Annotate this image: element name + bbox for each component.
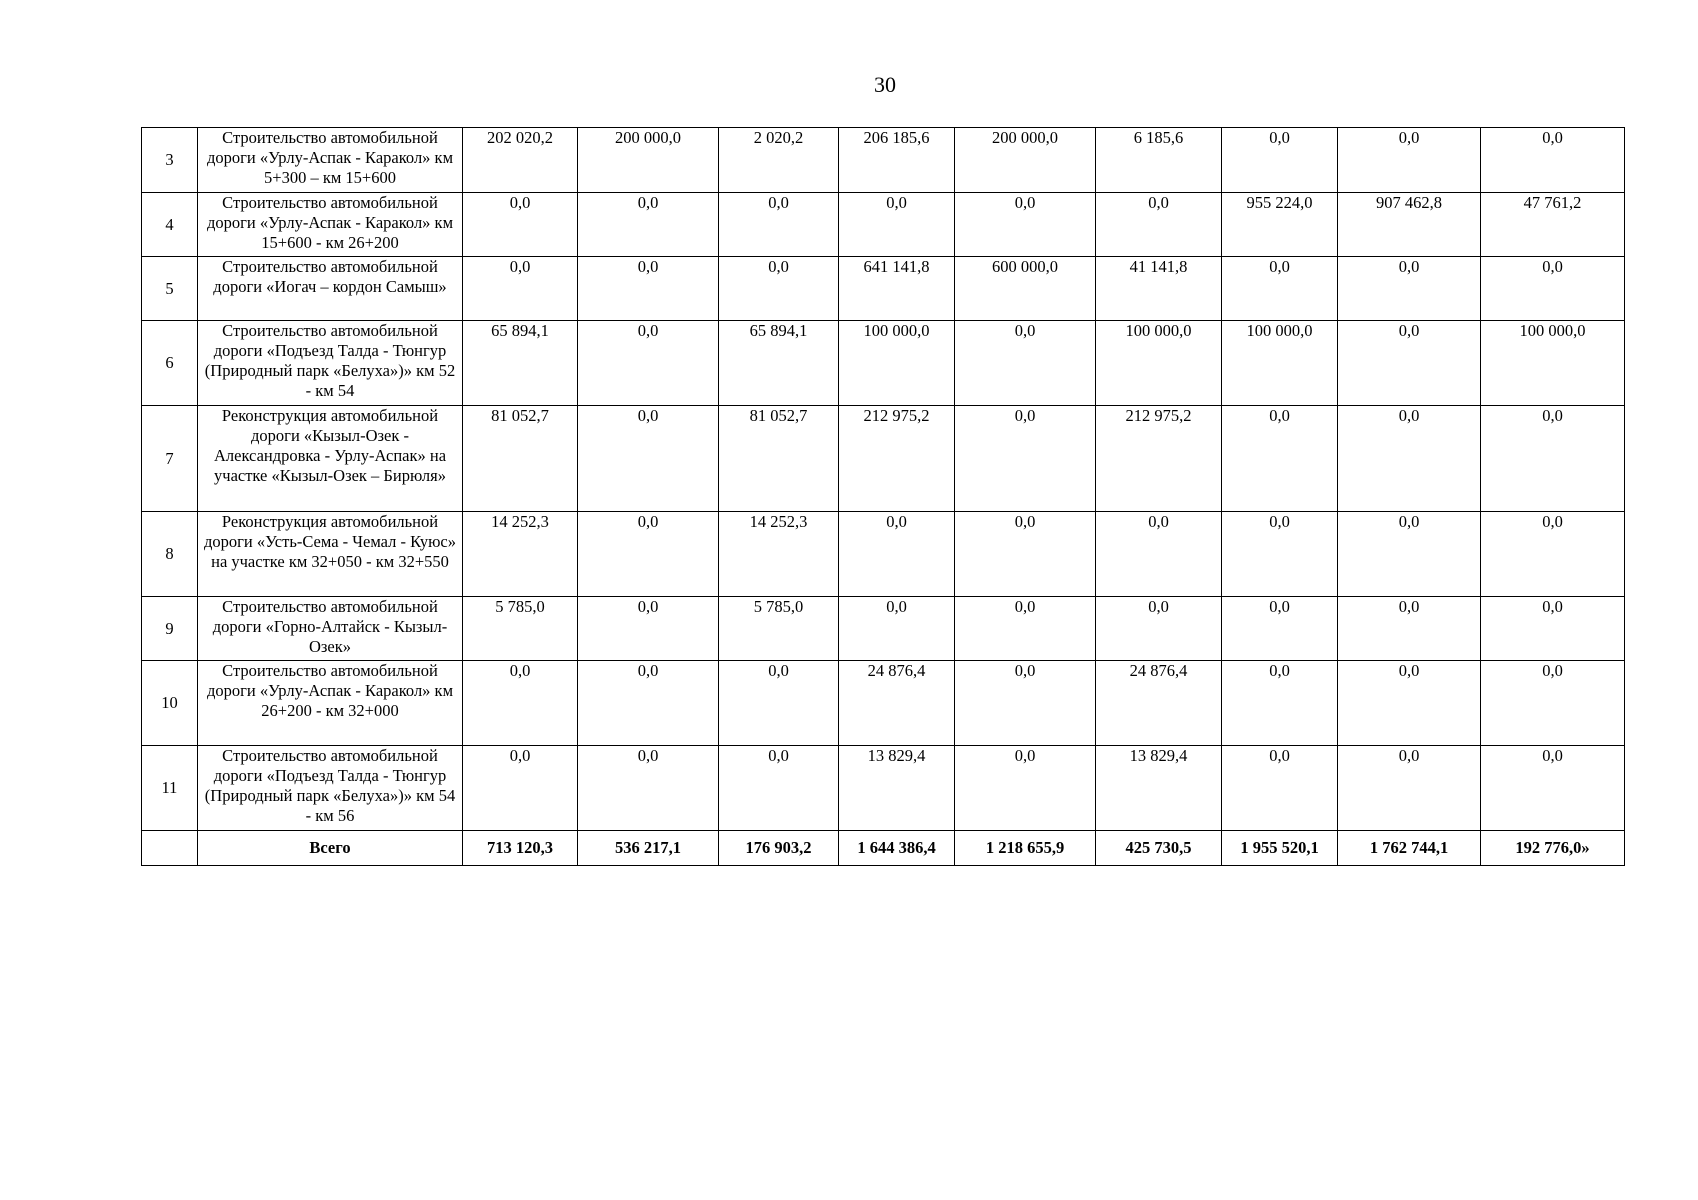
amount-cell: 0,0: [463, 746, 578, 831]
amount-cell: 65 894,1: [463, 321, 578, 406]
amount-cell: 6 185,6: [1096, 128, 1222, 193]
amount-cell: 0,0: [1222, 661, 1338, 746]
page-number: 30: [874, 72, 896, 97]
row-number: 7: [142, 406, 198, 512]
amount-cell: 0,0: [1222, 128, 1338, 193]
amount-cell: 100 000,0: [1481, 321, 1625, 406]
amount-cell: 24 876,4: [1096, 661, 1222, 746]
amount-cell: 0,0: [1222, 257, 1338, 321]
row-number: 11: [142, 746, 198, 831]
total-number-cell: [142, 831, 198, 866]
amount-cell: 0,0: [1338, 321, 1481, 406]
amount-cell: 0,0: [578, 193, 719, 257]
amount-cell: 81 052,7: [463, 406, 578, 512]
total-amount-cell: 713 120,3: [463, 831, 578, 866]
amount-cell: 955 224,0: [1222, 193, 1338, 257]
amount-cell: 0,0: [955, 512, 1096, 597]
table-row: [142, 257, 1625, 321]
amount-cell: 14 252,3: [719, 512, 839, 597]
amount-cell: 0,0: [463, 661, 578, 746]
table-row: [142, 746, 1625, 831]
amount-cell: 13 829,4: [1096, 746, 1222, 831]
table-row: [142, 321, 1625, 406]
amount-cell: 0,0: [1096, 597, 1222, 661]
amount-cell: 0,0: [1222, 746, 1338, 831]
amount-cell: 0,0: [1338, 406, 1481, 512]
amount-cell: 0,0: [1222, 406, 1338, 512]
amount-cell: 0,0: [1338, 746, 1481, 831]
table-row: [142, 597, 1625, 661]
total-amount-cell: 1 955 520,1: [1222, 831, 1338, 866]
amount-cell: 0,0: [719, 193, 839, 257]
amount-cell: 212 975,2: [839, 406, 955, 512]
amount-cell: 41 141,8: [1096, 257, 1222, 321]
amount-cell: 0,0: [955, 193, 1096, 257]
amount-cell: 0,0: [1338, 128, 1481, 193]
row-number: 6: [142, 321, 198, 406]
total-amount-cell: 1 762 744,1: [1338, 831, 1481, 866]
amount-cell: 13 829,4: [839, 746, 955, 831]
amount-cell: 0,0: [463, 257, 578, 321]
amount-cell: 14 252,3: [463, 512, 578, 597]
amount-cell: 0,0: [719, 746, 839, 831]
total-amount-cell: 176 903,2: [719, 831, 839, 866]
amount-cell: 907 462,8: [1338, 193, 1481, 257]
amount-cell: 0,0: [1338, 597, 1481, 661]
amount-cell: 0,0: [1481, 128, 1625, 193]
amount-cell: 0,0: [1481, 406, 1625, 512]
total-amount-cell: 425 730,5: [1096, 831, 1222, 866]
table-row: [142, 512, 1625, 597]
amount-cell: 0,0: [1338, 512, 1481, 597]
amount-cell: 0,0: [955, 321, 1096, 406]
amount-cell: 0,0: [1096, 193, 1222, 257]
total-amount-cell: 192 776,0»: [1481, 831, 1625, 866]
amount-cell: 0,0: [719, 257, 839, 321]
amount-cell: 0,0: [578, 257, 719, 321]
row-number: 5: [142, 257, 198, 321]
project-name-cell: Строительство автомобильной дороги «Иогач – кордон Самыш»: [198, 257, 463, 321]
amount-cell: 0,0: [1481, 746, 1625, 831]
amount-cell: 47 761,2: [1481, 193, 1625, 257]
amount-cell: 0,0: [839, 193, 955, 257]
amount-cell: 200 000,0: [578, 128, 719, 193]
amount-cell: 200 000,0: [955, 128, 1096, 193]
amount-cell: 0,0: [1222, 597, 1338, 661]
amount-cell: 641 141,8: [839, 257, 955, 321]
table-row: [142, 406, 1625, 512]
amount-cell: 0,0: [719, 661, 839, 746]
row-number: 9: [142, 597, 198, 661]
amount-cell: 100 000,0: [839, 321, 955, 406]
amount-cell: 0,0: [955, 406, 1096, 512]
table-body: [142, 128, 1625, 866]
amount-cell: 5 785,0: [719, 597, 839, 661]
amount-cell: 0,0: [1338, 257, 1481, 321]
amount-cell: 24 876,4: [839, 661, 955, 746]
amount-cell: 0,0: [1338, 661, 1481, 746]
amount-cell: 0,0: [1481, 597, 1625, 661]
amount-cell: 0,0: [463, 193, 578, 257]
project-name-cell: Строительство автомобильной дороги «Подъезд Талда - Тюнгур (Природный парк «Белуха»)» км 52 - км 54: [198, 321, 463, 406]
amount-cell: 0,0: [1481, 512, 1625, 597]
amount-cell: 212 975,2: [1096, 406, 1222, 512]
amount-cell: 0,0: [578, 406, 719, 512]
project-name-cell: Строительство автомобильной дороги «Урлу-Аспак - Каракол» км 26+200 - км 32+000: [198, 661, 463, 746]
total-amount-cell: 1 644 386,4: [839, 831, 955, 866]
amount-cell: 81 052,7: [719, 406, 839, 512]
amount-cell: 0,0: [955, 661, 1096, 746]
project-name-cell: Строительство автомобильной дороги «Урлу-Аспак - Каракол» км 15+600 - км 26+200: [198, 193, 463, 257]
amount-cell: 202 020,2: [463, 128, 578, 193]
amount-cell: 0,0: [1096, 512, 1222, 597]
row-number: 3: [142, 128, 198, 193]
amount-cell: 0,0: [955, 746, 1096, 831]
total-row: [142, 831, 1625, 866]
amount-cell: 2 020,2: [719, 128, 839, 193]
amount-cell: 5 785,0: [463, 597, 578, 661]
amount-cell: 100 000,0: [1222, 321, 1338, 406]
project-name-cell: Строительство автомобильной дороги «Горно-Алтайск - Кызыл-Озек»: [198, 597, 463, 661]
amount-cell: 0,0: [1481, 661, 1625, 746]
amount-cell: 600 000,0: [955, 257, 1096, 321]
row-number: 4: [142, 193, 198, 257]
road-construction-budget-table: [141, 127, 1625, 866]
amount-cell: 0,0: [578, 597, 719, 661]
amount-cell: 0,0: [1481, 257, 1625, 321]
amount-cell: 100 000,0: [1096, 321, 1222, 406]
table-row: [142, 128, 1625, 193]
total-label: Всего: [198, 831, 463, 866]
project-name-cell: Строительство автомобильной дороги «Урлу-Аспак - Каракол» км 5+300 – км 15+600: [198, 128, 463, 193]
project-name-cell: Реконструкция автомобильной дороги «Усть-Сема - Чемал - Куюс» на участке км 32+050 - км 32+550: [198, 512, 463, 597]
table-row: [142, 661, 1625, 746]
amount-cell: 206 185,6: [839, 128, 955, 193]
row-number: 10: [142, 661, 198, 746]
row-number: 8: [142, 512, 198, 597]
total-amount-cell: 1 218 655,9: [955, 831, 1096, 866]
amount-cell: 0,0: [578, 661, 719, 746]
amount-cell: 0,0: [839, 597, 955, 661]
amount-cell: 0,0: [1222, 512, 1338, 597]
amount-cell: 0,0: [578, 746, 719, 831]
table-row: [142, 193, 1625, 257]
amount-cell: 0,0: [578, 321, 719, 406]
amount-cell: 65 894,1: [719, 321, 839, 406]
project-name-cell: Реконструкция автомобильной дороги «Кызыл-Озек - Александровка - Урлу-Аспак» на участке «Кызыл-Озек – Бирюля»: [198, 406, 463, 512]
amount-cell: 0,0: [955, 597, 1096, 661]
amount-cell: 0,0: [578, 512, 719, 597]
total-amount-cell: 536 217,1: [578, 831, 719, 866]
amount-cell: 0,0: [839, 512, 955, 597]
project-name-cell: Строительство автомобильной дороги «Подъезд Талда - Тюнгур (Природный парк «Белуха»)» км 54 - км 56: [198, 746, 463, 831]
